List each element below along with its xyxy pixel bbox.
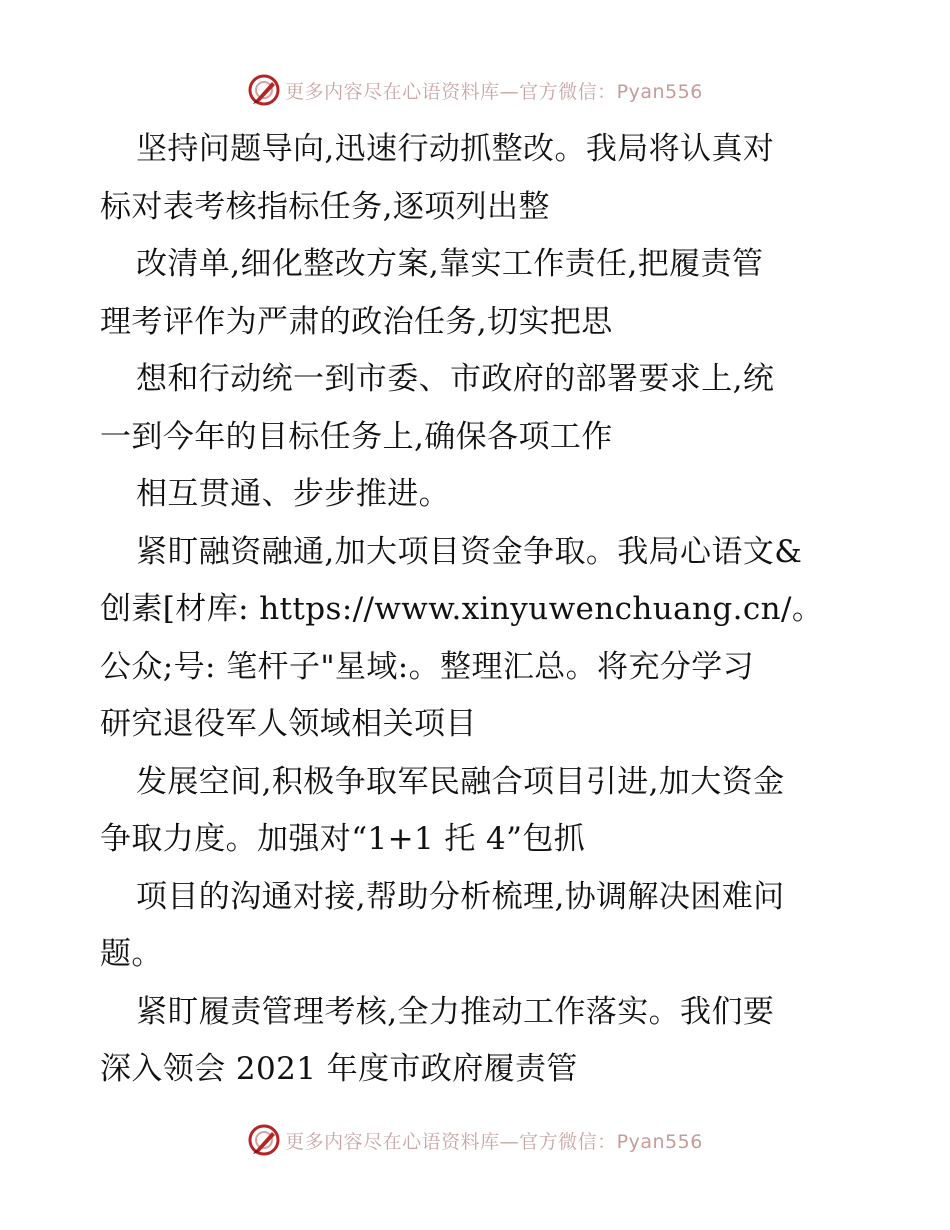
text-line: 相互贯通、步步推进。 — [136, 476, 450, 512]
text-line: 争取力度。加强对“1+1 托 4”包抓 — [100, 821, 586, 857]
text-line: 发展空间,积极争取军民融合项目引进,加大资金 — [136, 763, 785, 800]
paragraph-8 — [100, 984, 860, 1099]
text-line: 紧盯融资融通,加大项目资金争取。我局心语文& — [136, 533, 803, 570]
paragraph-7 — [100, 869, 860, 984]
text-line: 公众;号: 笔杆子"星域:。整理汇总。将充分学习 — [100, 648, 755, 685]
text-line: 理考评作为严肃的政治任务,切实把思 — [100, 303, 613, 340]
pen-logo-icon — [247, 1123, 281, 1157]
text-line: 一到今年的目标任务上,确保各项工作 — [100, 418, 613, 455]
paragraph-4 — [100, 466, 860, 524]
text-line: 紧盯履责管理考核,全力推动工作落实。我们要 — [136, 993, 775, 1030]
text-line: 项目的沟通对接,帮助分析梳理,协调解决困难问 — [136, 878, 785, 915]
text-line: 改清单,细化整改方案,靠实工作责任,把履责管 — [136, 246, 764, 282]
text-line: 坚持问题导向,迅速行动抓整改。我局将认真对 — [136, 131, 775, 167]
text-line: 研究退役军人领域相关项目 — [100, 706, 477, 742]
footer-watermark — [0, 1120, 950, 1160]
paragraph-3 — [100, 351, 860, 466]
text-line: 创素[材库: https://www.xinyuwenchuang.cn/。 — [100, 591, 824, 627]
paragraph-6 — [100, 754, 860, 869]
paragraph-5 — [100, 524, 860, 754]
header-watermark — [0, 70, 950, 110]
text-line: 深入领会 2021 年度市政府履责管 — [100, 1051, 578, 1087]
paragraph-1 — [100, 121, 860, 236]
text-line: 标对表考核指标任务,逐项列出整 — [100, 188, 550, 225]
watermark-text: 更多内容尽在心语资料库—官方微信：Pyan556 — [285, 80, 703, 103]
pen-logo-icon — [247, 73, 281, 107]
document-body — [100, 121, 860, 1099]
text-line: 想和行动统一到市委、市政府的部署要求上,统 — [136, 361, 775, 397]
watermark-text: 更多内容尽在心语资料库—官方微信：Pyan556 — [285, 1130, 703, 1153]
paragraph-2 — [100, 236, 860, 351]
text-line: 题。 — [100, 936, 163, 972]
